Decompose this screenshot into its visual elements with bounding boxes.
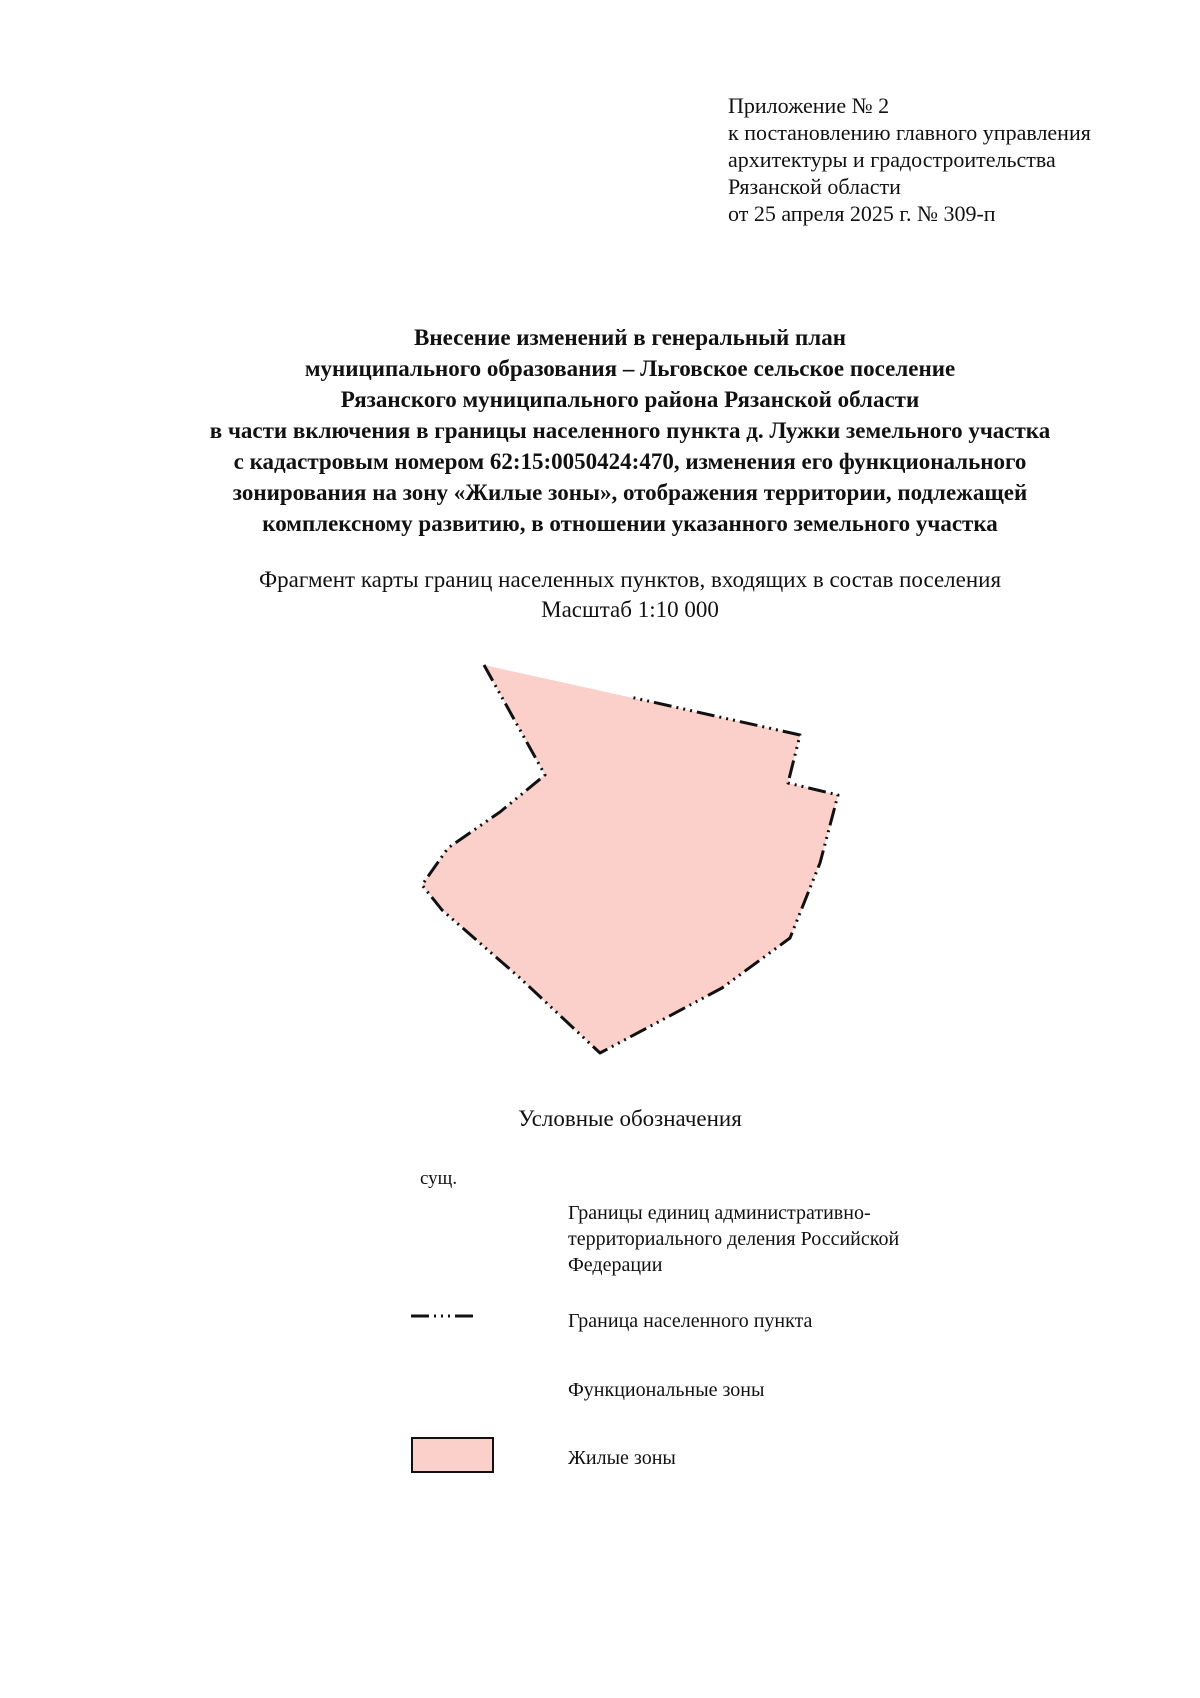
appendix-line: Рязанской области	[728, 174, 901, 199]
legend-settlement-boundary: Граница населенного пункта	[568, 1310, 813, 1332]
legend-admin-boundaries: Границы единиц административно-территориального деления Российской Федерации	[568, 1202, 900, 1276]
title-line: зонирования на зону «Жилые зоны», отображения территории, подлежащей	[232, 480, 1028, 505]
appendix-line: Приложение № 2	[728, 93, 890, 118]
legend-residential-zones: Жилые зоны	[568, 1447, 676, 1469]
legend-functional-zones: Функциональные зоны	[568, 1379, 765, 1401]
map-scale: Масштаб 1:10 000	[541, 597, 719, 622]
legend-residential-swatch	[411, 1437, 494, 1473]
title-line: комплексному развитию, в отношении указанного земельного участка	[262, 511, 998, 536]
title-line: в части включения в границы населенного пункта д. Лужки земельного участка	[209, 418, 1051, 443]
title-line: Рязанского муниципального района Рязанской области	[340, 387, 920, 412]
legend-existing-label: сущ.	[420, 1168, 458, 1189]
title-line: с кадастровым номером 62:15:0050424:470, изменения его функционального	[233, 449, 1027, 474]
map-name: Фрагмент карты границ населенных пунктов, входящих в состав поселения	[258, 567, 1002, 592]
appendix-line: к постановлению главного управления	[728, 120, 1091, 145]
appendix-line: от 25 апреля 2025 г. № 309-п	[728, 201, 996, 226]
title-line: Внесение изменений в генеральный план	[414, 325, 846, 350]
appendix-line: архитектуры и градостроительства	[728, 147, 1056, 172]
legend-title: Условные обозначения	[518, 1106, 742, 1131]
title-line: муниципального образования – Льговское сельское поселение	[304, 356, 956, 381]
